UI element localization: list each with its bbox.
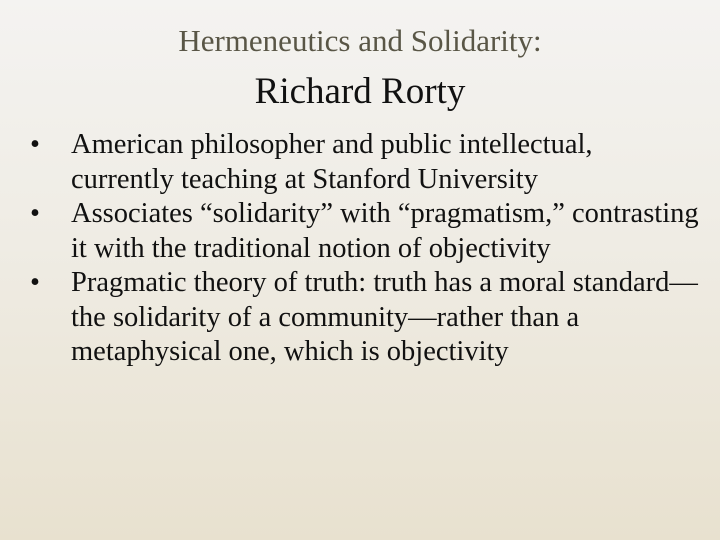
bullet-mark-1: •	[30, 129, 40, 160]
bullet-item-3	[30, 266, 700, 370]
bullet-item-1	[30, 128, 700, 197]
bullet-mark-2: •	[30, 198, 40, 229]
bullet-list	[30, 128, 700, 370]
bullet-item-2	[30, 197, 700, 266]
bullet-text-1: American philosopher and public intellectual, currently teaching at Stanford University	[71, 129, 593, 195]
bullet-text-3: Pragmatic theory of truth: truth has a moral standard—the solidarity of a community—rather than a metaphysical one, which is objectivity	[71, 267, 698, 367]
slide-subtitle: Hermeneutics and Solidarity:	[178, 23, 542, 58]
slide-title: Richard Rorty	[254, 71, 466, 112]
bullet-text-2: Associates “solidarity” with “pragmatism,” contrasting it with the traditional notion of objectivity	[71, 198, 699, 264]
bullet-mark-3: •	[30, 267, 40, 298]
